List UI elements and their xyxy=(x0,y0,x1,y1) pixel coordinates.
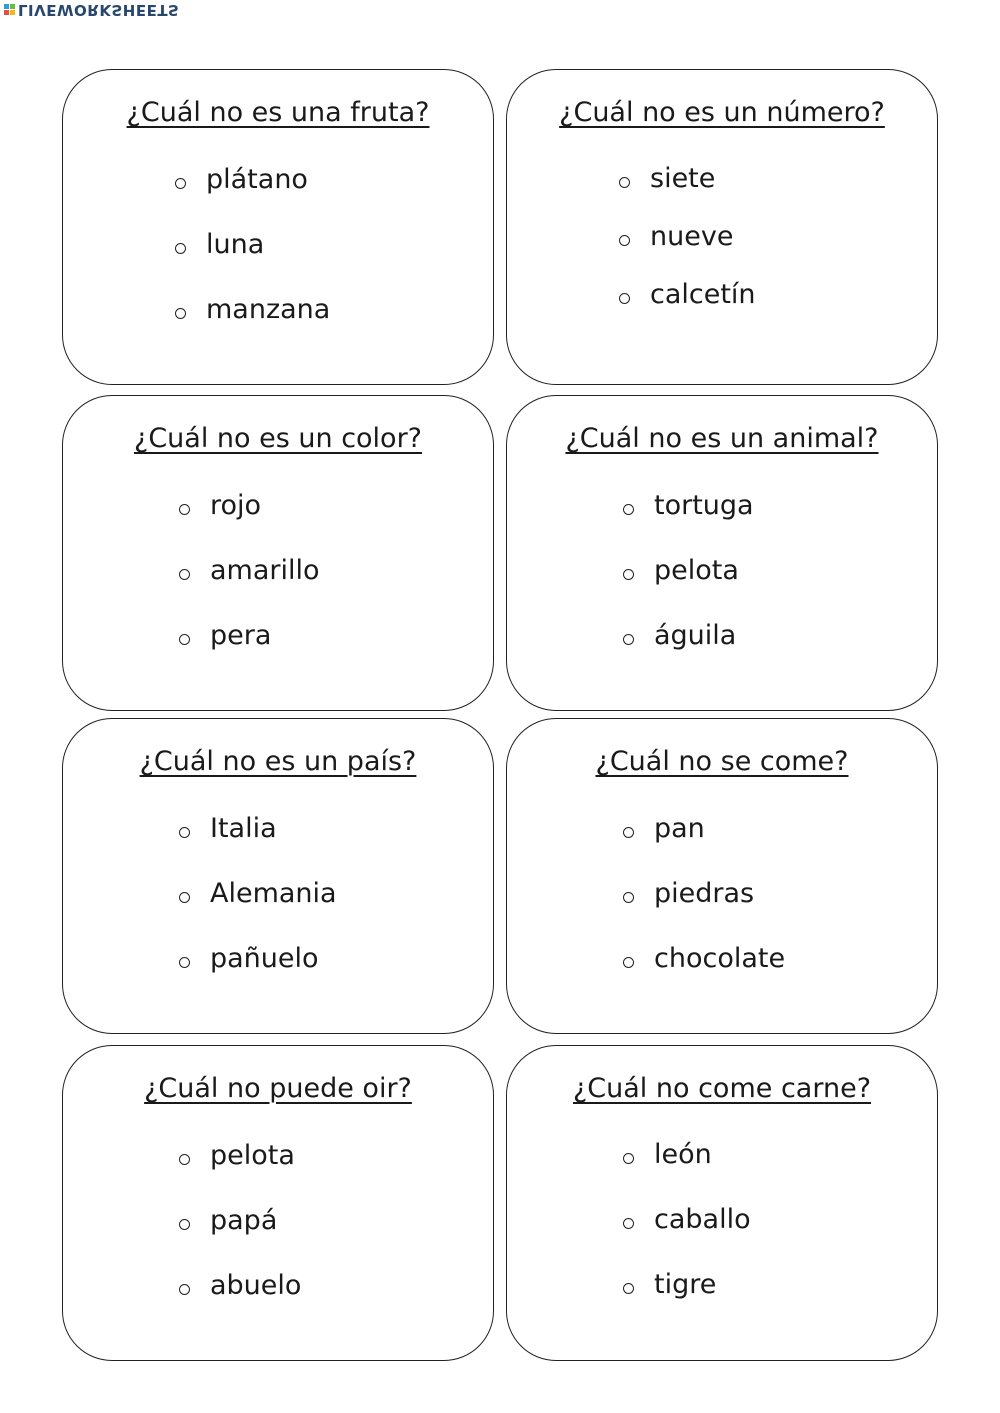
option-label: plátano xyxy=(206,164,308,195)
question-card-number xyxy=(506,69,938,385)
option-item[interactable] xyxy=(623,877,785,911)
option-item[interactable] xyxy=(175,228,330,262)
option-item[interactable] xyxy=(179,1269,301,1303)
option-label: caballo xyxy=(654,1204,751,1235)
option-label: león xyxy=(654,1139,712,1170)
option-list xyxy=(179,1139,301,1334)
option-label: siete xyxy=(650,163,716,194)
radio-circle-icon[interactable] xyxy=(619,293,630,304)
radio-circle-icon[interactable] xyxy=(179,892,190,903)
option-item[interactable] xyxy=(619,162,756,196)
option-item[interactable] xyxy=(623,554,754,588)
radio-circle-icon[interactable] xyxy=(623,1283,634,1294)
radio-circle-icon[interactable] xyxy=(175,243,186,254)
question-card-food xyxy=(506,718,938,1034)
option-item[interactable] xyxy=(175,163,330,197)
option-label: chocolate xyxy=(654,943,786,974)
radio-circle-icon[interactable] xyxy=(623,957,634,968)
option-list xyxy=(623,812,785,1007)
question-card-fruit xyxy=(62,69,494,385)
option-item[interactable] xyxy=(623,619,754,653)
radio-circle-icon[interactable] xyxy=(179,504,190,515)
option-label: pelota xyxy=(654,555,739,586)
radio-circle-icon[interactable] xyxy=(619,235,630,246)
option-label: pañuelo xyxy=(210,943,319,974)
radio-circle-icon[interactable] xyxy=(623,1153,634,1164)
option-label: papá xyxy=(210,1205,278,1236)
liveworksheets-logo xyxy=(4,2,179,18)
option-label: pera xyxy=(210,620,272,651)
question-title: ¿Cuál no puede oir? xyxy=(144,1073,412,1104)
option-item[interactable] xyxy=(623,489,754,523)
radio-circle-icon[interactable] xyxy=(623,1218,634,1229)
option-item[interactable] xyxy=(175,293,330,327)
question-card-animal xyxy=(506,395,938,711)
question-title: ¿Cuál no es una fruta? xyxy=(126,97,430,128)
radio-circle-icon[interactable] xyxy=(175,178,186,189)
option-item[interactable] xyxy=(179,1139,301,1173)
option-item[interactable] xyxy=(179,812,337,846)
option-list xyxy=(623,489,754,684)
option-label: calcetín xyxy=(650,279,756,310)
radio-circle-icon[interactable] xyxy=(179,957,190,968)
option-label: amarillo xyxy=(210,555,320,586)
option-item[interactable] xyxy=(179,1204,301,1238)
option-item[interactable] xyxy=(179,489,320,523)
question-title: ¿Cuál no se come? xyxy=(595,746,849,777)
radio-circle-icon[interactable] xyxy=(179,827,190,838)
question-card-color xyxy=(62,395,494,711)
radio-circle-icon[interactable] xyxy=(179,634,190,645)
option-label: manzana xyxy=(206,294,331,325)
option-label: pelota xyxy=(210,1140,295,1171)
radio-circle-icon[interactable] xyxy=(179,1284,190,1295)
radio-circle-icon[interactable] xyxy=(619,177,630,188)
option-label: abuelo xyxy=(210,1270,302,1301)
question-card-country xyxy=(62,718,494,1034)
question-title: ¿Cuál no es un país? xyxy=(139,746,417,777)
option-item[interactable] xyxy=(623,1138,751,1172)
option-label: piedras xyxy=(654,878,755,909)
option-item[interactable] xyxy=(623,1268,751,1302)
logo-squares-icon xyxy=(4,5,15,16)
option-list xyxy=(623,1138,751,1333)
option-label: rojo xyxy=(210,490,262,521)
logo-text: LIVEWORKSHEETS xyxy=(18,1,180,19)
option-item[interactable] xyxy=(623,942,785,976)
option-item[interactable] xyxy=(179,942,337,976)
question-title: ¿Cuál no come carne? xyxy=(572,1073,872,1104)
question-card-meat xyxy=(506,1045,938,1361)
option-item[interactable] xyxy=(623,812,785,846)
option-list xyxy=(179,489,320,684)
option-list xyxy=(175,163,330,358)
question-title: ¿Cuál no es un color? xyxy=(133,423,423,454)
radio-circle-icon[interactable] xyxy=(179,1154,190,1165)
radio-circle-icon[interactable] xyxy=(623,892,634,903)
radio-circle-icon[interactable] xyxy=(179,1219,190,1230)
question-title: ¿Cuál no es un número? xyxy=(559,97,885,128)
option-item[interactable] xyxy=(179,554,320,588)
option-label: Alemania xyxy=(210,878,337,909)
option-label: luna xyxy=(206,229,265,260)
option-list xyxy=(619,162,756,343)
option-item[interactable] xyxy=(179,877,337,911)
option-label: Italia xyxy=(210,813,277,844)
question-card-hearing xyxy=(62,1045,494,1361)
radio-circle-icon[interactable] xyxy=(623,569,634,580)
option-label: tigre xyxy=(654,1269,717,1300)
option-item[interactable] xyxy=(619,278,756,312)
radio-circle-icon[interactable] xyxy=(623,634,634,645)
option-item[interactable] xyxy=(619,220,756,254)
option-item[interactable] xyxy=(623,1203,751,1237)
radio-circle-icon[interactable] xyxy=(175,308,186,319)
option-label: nueve xyxy=(650,221,734,252)
radio-circle-icon[interactable] xyxy=(623,827,634,838)
option-label: tortuga xyxy=(654,490,754,521)
radio-circle-icon[interactable] xyxy=(623,504,634,515)
option-item[interactable] xyxy=(179,619,320,653)
question-title: ¿Cuál no es un animal? xyxy=(565,423,879,454)
option-list xyxy=(179,812,337,1007)
option-label: pan xyxy=(654,813,705,844)
option-label: águila xyxy=(654,620,737,651)
radio-circle-icon[interactable] xyxy=(179,569,190,580)
